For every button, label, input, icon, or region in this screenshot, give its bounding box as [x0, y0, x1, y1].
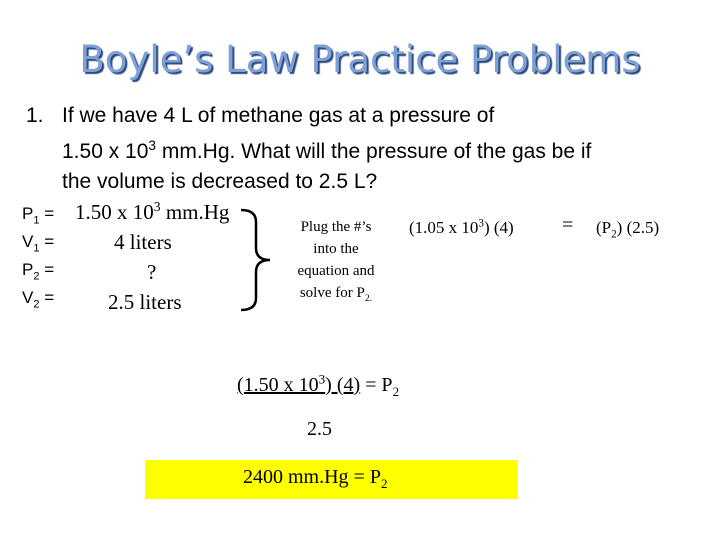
solution-numerator: (1.50 x $10^3$) (4) [237, 371, 361, 396]
equation-left: (1.05 x $10^3$) (4) [409, 217, 514, 237]
var-v2-value: 2.5 liters [108, 290, 182, 314]
var-p1-label: $P_1$ = [22, 204, 55, 227]
var-v1-label: $V_1$ = [22, 232, 55, 255]
solution-rhs: = $P_2$ [360, 374, 400, 399]
equation-equals: = [562, 214, 574, 236]
instruction-line-2: into the [313, 241, 359, 257]
var-p2-value: ? [147, 260, 157, 284]
page-title: Boyle’s Law Practice Problems [79, 38, 641, 81]
equation-right: $(P_2)$ (2.5) [596, 218, 660, 241]
instruction-line-3: equation and [297, 263, 375, 279]
solution-denominator: 2.5 [307, 418, 332, 440]
solution-line [237, 371, 400, 399]
problem-number: 1. [26, 104, 44, 127]
problem-line-3: the volume is decreased to 2.5 L? [62, 170, 378, 193]
problem-line-2: 1.50 x $10^3$ mm.Hg. What will the pressure of the gas be if [62, 138, 592, 163]
var-v1-value: 4 liters [114, 230, 172, 254]
var-p1-value: 1.50 x $10^3$ mm.Hg [75, 199, 230, 224]
curly-brace-icon [238, 208, 274, 312]
instruction-note [278, 216, 394, 304]
var-v2-label: $V_2$ = [22, 288, 55, 311]
instruction-line-4: solve for $P_{2.}$ [299, 285, 373, 304]
var-p2-label: $P_2$ = [22, 260, 55, 283]
problem-line-1: If we have 4 L of methane gas at a pressure of [62, 104, 495, 127]
answer-text: 2400 $mm.Hg = P_2$ [243, 466, 388, 491]
instruction-line-1: Plug the #’s [300, 219, 372, 235]
